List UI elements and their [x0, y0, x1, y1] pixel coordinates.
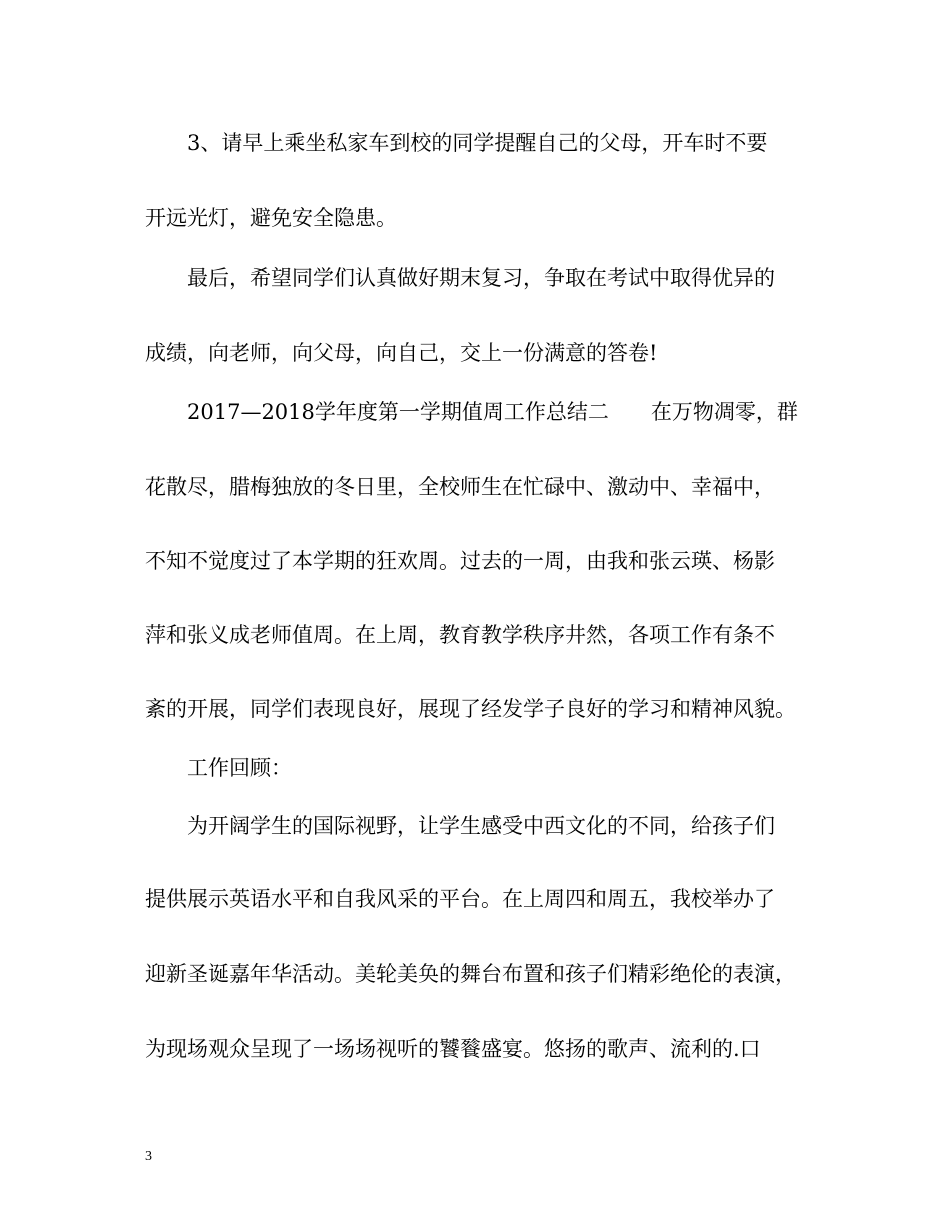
text-line-12: 提供展示英语水平和自我风采的平台。在上周四和周五，我校举办了 [145, 887, 775, 911]
text-line-8: 萍和张义成老师值周。在上周，教育教学秩序井然，各项工作有条不 [145, 623, 775, 647]
text-line-1: 3、请早上乘坐私家车到校的同学提醒自己的父母，开车时不要 [187, 131, 768, 155]
page-number: 3 [145, 1149, 152, 1164]
text-line-14: 为现场观众呈现了一场场视听的饕餮盛宴。悠扬的歌声、流利的.口 [145, 1037, 761, 1061]
text-line-3: 最后，希望同学们认真做好期末复习，争取在考试中取得优异的 [187, 266, 775, 290]
text-line-7: 不知不觉度过了本学期的狂欢周。过去的一周，由我和张云瑛、杨影 [145, 549, 775, 573]
text-line-2: 开远光灯，避免安全隐患。 [145, 206, 397, 230]
text-line-10: 工作回顾： [187, 756, 292, 780]
text-line-13: 迎新圣诞嘉年华活动。美轮美奂的舞台布置和孩子们精彩绝伦的表演， [145, 962, 796, 986]
text-line-4: 成绩，向老师，向父母，向自己，交上一份满意的答卷! [145, 341, 658, 365]
text-line-5: 2017—2018学年度第一学期值周工作总结二 在万物凋零，群 [187, 400, 798, 424]
text-line-11: 为开阔学生的国际视野，让学生感受中西文化的不同，给孩子们 [187, 814, 775, 838]
text-line-6: 花散尽，腊梅独放的冬日里，全校师生在忙碌中、激动中、幸福中， [145, 475, 775, 499]
text-line-9: 紊的开展，同学们表现良好，展现了经发学子良好的学习和精神风貌。 [145, 697, 796, 721]
